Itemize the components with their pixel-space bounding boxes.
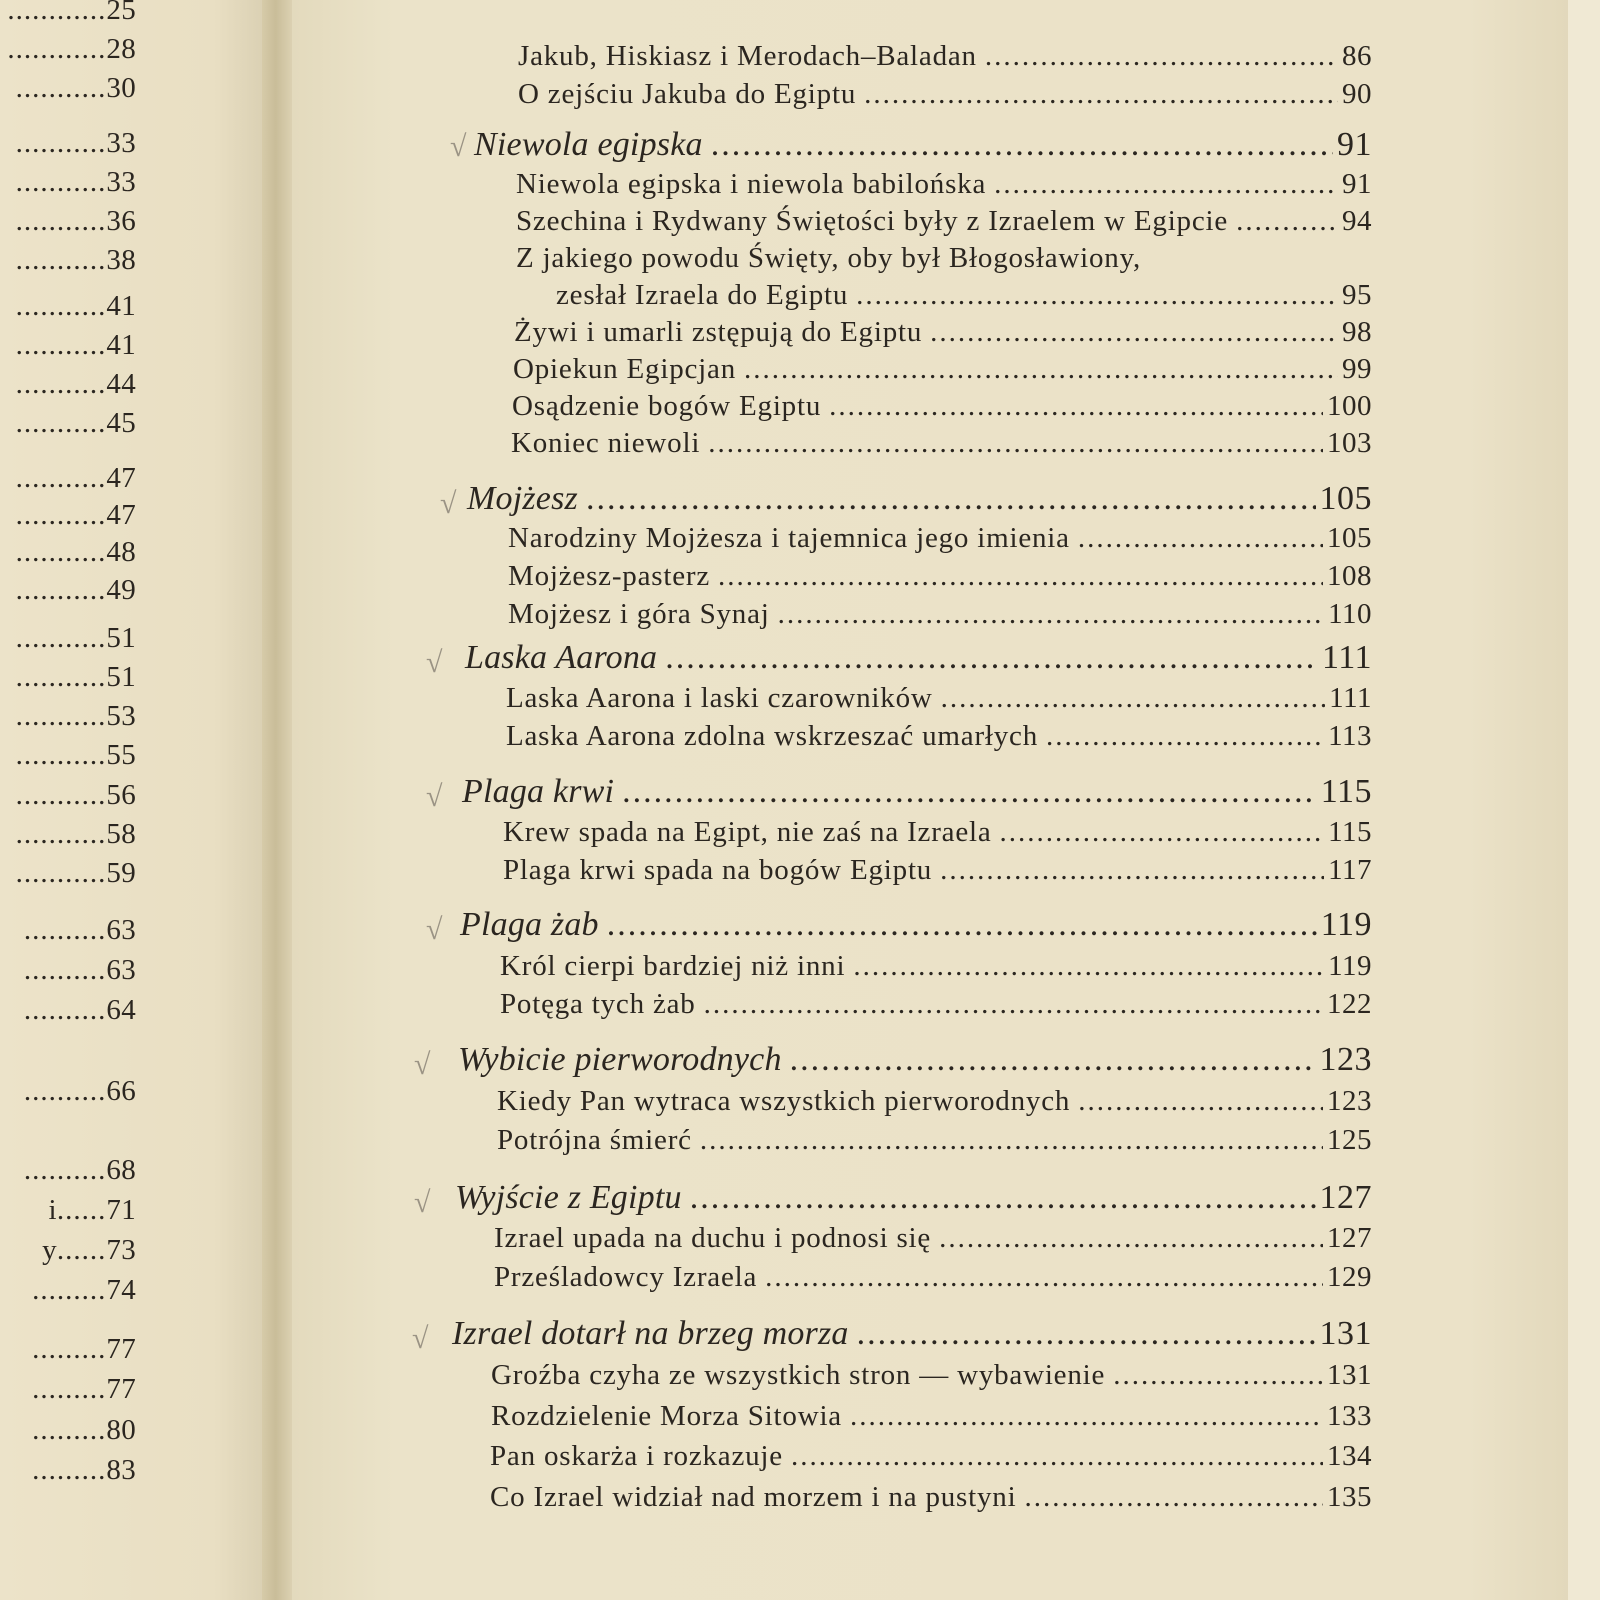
left-toc-line: ...........41 [15, 329, 136, 361]
check-mark-icon: √ [426, 780, 443, 813]
toc-section-heading: Mojżesz ..... 105 [467, 480, 1372, 518]
left-toc-line: i......71 [48, 1194, 136, 1226]
toc-entry: Potęga tych żab ..... 122 [500, 988, 1372, 1021]
left-toc-line: ...........45 [15, 407, 136, 439]
toc-entry: Kiedy Pan wytraca wszystkich pierworodnych ..... 123 [497, 1085, 1372, 1118]
toc-entry: O zejściu Jakuba do Egiptu ..... 90 [518, 78, 1372, 111]
toc-entry: Żywi i umarli zstępują do Egiptu ..... 98 [514, 316, 1372, 349]
check-mark-icon: √ [412, 1322, 429, 1355]
check-mark-icon: √ [414, 1186, 431, 1219]
toc-entry: Krew spada na Egipt, nie zaś na Izraela ..... 115 [503, 816, 1372, 849]
left-toc-line: ...........48 [15, 536, 136, 568]
left-toc-line: ...........47 [15, 499, 136, 531]
check-mark-icon: √ [426, 646, 443, 679]
book-gutter [262, 0, 296, 1600]
page-edge [1568, 0, 1600, 1600]
left-toc-line: ...........41 [15, 290, 136, 322]
toc-entry: Szechina i Rydwany Świętości były z Izraelem w Egipcie ..... 94 [516, 205, 1372, 238]
left-toc-line: ...........58 [15, 818, 136, 850]
toc-section-heading: Plaga żab ..... 119 [460, 906, 1372, 944]
toc-entry: Mojżesz i góra Synaj ..... 110 [508, 598, 1372, 631]
toc-section-heading: Laska Aarona ..... 111 [465, 639, 1372, 677]
toc-entry: Opiekun Egipcjan ..... 99 [513, 353, 1372, 386]
left-toc-line: ..........68 [23, 1154, 136, 1186]
left-toc-line: .........74 [32, 1274, 136, 1306]
left-page [0, 0, 268, 1600]
check-mark-icon: √ [414, 1048, 431, 1081]
toc-section-heading: Niewola egipska ..... 91 [474, 126, 1372, 164]
toc-entry: Potrójna śmierć ..... 125 [497, 1124, 1372, 1157]
toc-entry: Izrael upada na duchu i podnosi się ..... 127 [494, 1222, 1372, 1255]
toc-entry: Pan oskarża i rozkazuje ..... 134 [490, 1440, 1372, 1473]
left-toc-line: .........77 [32, 1333, 136, 1365]
left-toc-line: ...........51 [15, 622, 136, 654]
toc-entry-continued: Z jakiego powodu Święty, oby był Błogosławiony, [516, 242, 1142, 274]
left-toc-line: ..........66 [23, 1075, 136, 1107]
toc-section-heading: Izrael dotarł na brzeg morza ..... 131 [452, 1315, 1372, 1353]
toc-section-heading: Wybicie pierworodnych ..... 123 [458, 1041, 1372, 1079]
left-toc-line: ...........33 [15, 127, 136, 159]
left-toc-line: ...........33 [15, 166, 136, 198]
toc-entry: Co Izrael widział nad morzem i na pustyni ..... 135 [490, 1481, 1372, 1514]
left-toc-line: ...........38 [15, 244, 136, 276]
toc-entry: Groźba czyha ze wszystkich stron — wybawienie ..... 131 [491, 1359, 1372, 1392]
toc-entry: zesłał Izraela do Egiptu ..... 95 [556, 279, 1372, 312]
toc-entry: Koniec niewoli ..... 103 [511, 427, 1372, 460]
left-toc-line: ...........59 [15, 857, 136, 889]
toc-entry: Laska Aarona zdolna wskrzeszać umarłych ..... 113 [506, 720, 1372, 753]
left-toc-line: ..........63 [23, 914, 136, 946]
toc-entry: Osądzenie bogów Egiptu ..... 100 [512, 390, 1372, 423]
toc-entry: Plaga krwi spada na bogów Egiptu ..... 117 [503, 854, 1372, 887]
left-toc-line: ...........53 [15, 700, 136, 732]
left-toc-line: ...........56 [15, 779, 136, 811]
left-toc-line: ...........47 [15, 462, 136, 494]
toc-entry: Prześladowcy Izraela ..... 129 [494, 1261, 1372, 1294]
toc-entry: Mojżesz-pasterz ..... 108 [508, 560, 1372, 593]
left-toc-line: ...........55 [15, 739, 136, 771]
check-mark-icon: √ [450, 130, 467, 163]
toc-section-heading: Plaga krwi ..... 115 [462, 773, 1372, 811]
left-toc-line: ...........49 [15, 574, 136, 606]
check-mark-icon: √ [440, 487, 457, 520]
left-toc-line: ..........64 [23, 994, 136, 1026]
left-toc-line: .........80 [32, 1414, 136, 1446]
left-toc-line: ..........63 [23, 954, 136, 986]
left-toc-line: y......73 [42, 1234, 136, 1266]
toc-entry: Niewola egipska i niewola babilońska ..... 91 [516, 168, 1372, 201]
left-toc-line: .........83 [32, 1454, 136, 1486]
toc-entry: Rozdzielenie Morza Sitowia ..... 133 [491, 1400, 1372, 1433]
left-toc-line: ...........36 [15, 205, 136, 237]
left-toc-line: ............25 [7, 0, 136, 26]
left-toc-line: ...........44 [15, 368, 136, 400]
toc-entry: Laska Aarona i laski czarowników ..... 111 [506, 682, 1372, 715]
toc-section-heading: Wyjście z Egiptu ..... 127 [455, 1179, 1372, 1217]
toc-entry: Jakub, Hiskiasz i Merodach–Baladan ..... 86 [518, 40, 1372, 73]
check-mark-icon: √ [426, 913, 443, 946]
left-toc-line: ............28 [7, 33, 136, 65]
toc-entry: Narodziny Mojżesza i tajemnica jego imienia ..... 105 [508, 522, 1372, 555]
left-toc-line: ...........30 [15, 72, 136, 104]
left-toc-line: ...........51 [15, 661, 136, 693]
left-toc-line: .........77 [32, 1373, 136, 1405]
toc-entry: Król cierpi bardziej niż inni ..... 119 [500, 950, 1372, 983]
